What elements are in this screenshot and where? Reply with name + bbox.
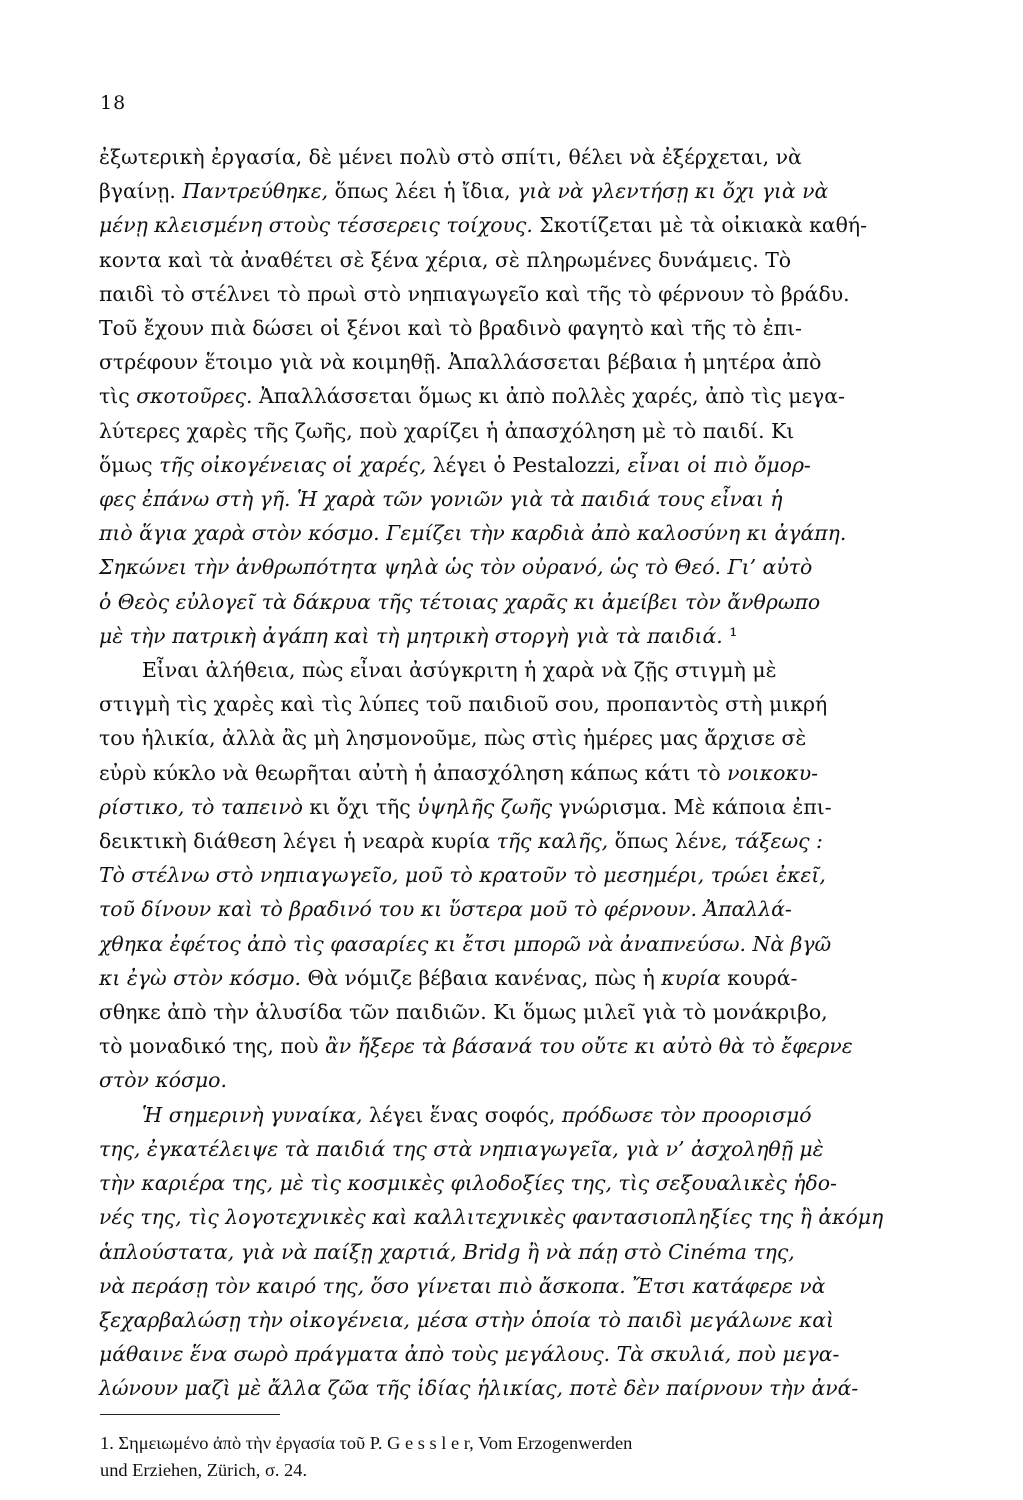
text-line xyxy=(99,653,944,687)
text-line xyxy=(99,208,944,242)
text-segment: μάθαινε ἕνα σωρὸ πράγματα ἀπὸ τοὺς μεγάλους. Τὰ σκυλιά, ποὺ μεγα- xyxy=(99,1342,840,1367)
text-segment: ὅμως xyxy=(99,452,160,477)
text-line xyxy=(99,174,944,208)
text-segment: ἐξωτερικὴ ἐργασία, δὲ μένει πολὺ στὸ σπίτι, θέλει νὰ ἐξέρχεται, νὰ xyxy=(99,145,802,169)
text-segment: γνώρισμα. Μὲ κάποια ἐπι- xyxy=(552,794,832,819)
body-text xyxy=(99,140,944,1406)
text-line xyxy=(99,345,944,379)
text-segment: νὰ περάσῃ τὸν καιρό της, ὅσο γίνεται πιὸ ἄσκοπα. Ἔτσι κατάφερε νὰ xyxy=(99,1273,826,1298)
text-segment: τάξεως : xyxy=(734,829,823,854)
text-line xyxy=(99,585,944,619)
text-line xyxy=(99,1098,944,1132)
text-segment: ὁ Θεὸς εὐλογεῖ τὰ δάκρυα τῆς τέτοιας χαρᾶς κι ἀμείβει τὸν ἄνθρωπο xyxy=(99,589,821,614)
text-segment: Παντρεύθηκε, xyxy=(182,179,329,204)
text-segment: δεικτικὴ διάθεση λέγει ἡ νεαρὰ κυρία xyxy=(99,829,497,854)
text-segment: τῆς οἰκογένειας οἱ χαρές, xyxy=(159,452,427,477)
text-segment: ἢ νὰ πάῃ στὸ xyxy=(520,1239,669,1264)
text-line xyxy=(99,379,944,413)
text-line xyxy=(99,243,944,277)
text-segment: ¹ xyxy=(722,623,738,648)
footnote-line: 1. Σημειωμένο ἀπὸ τὴν ἐργασία τοῦ P. G e s s l e r, Vom Erzogenwerden xyxy=(100,1433,633,1453)
text-segment: Ἡ σημερινὴ γυναίκα, xyxy=(142,1102,363,1127)
text-segment: νές της, τὶς λογοτεχνικὲς καὶ καλλιτεχνικὲς φαντασιοπληξίες της ἢ ἀκόμη xyxy=(99,1205,884,1230)
text-line xyxy=(99,858,944,892)
text-segment: Σηκώνει τὴν ἀνθρωπότητα ψηλὰ ὡς τὸν οὐρανό, ὡς τὸ Θεό. Γι’ αὐτὸ xyxy=(99,555,813,580)
text-segment: λέγει ἕνας σοφός, xyxy=(362,1102,562,1127)
text-segment: κοντα καὶ τὰ ἀναθέτει σὲ ξένα χέρια, σὲ πληρωμένες δυνάμεις. Τὸ xyxy=(99,247,792,272)
text-line xyxy=(99,1269,944,1303)
text-line xyxy=(99,414,944,448)
text-segment: Εἶναι ἀλήθεια, πὼς εἶναι ἀσύγκριτη ἡ χαρὰ νὰ ζῇς στιγμὴ μὲ xyxy=(142,658,777,683)
text-segment: του ἡλικία, ἀλλὰ ἂς μὴ λησμονοῦμε, πὼς στὶς ἡμέρες μας ἄρχισε σὲ xyxy=(99,726,807,751)
text-line xyxy=(99,721,944,755)
text-line xyxy=(99,995,944,1029)
text-segment: ὑψηλῆς ζωῆς xyxy=(417,794,553,819)
text-line xyxy=(99,1371,944,1405)
text-segment: κυρία xyxy=(661,965,721,990)
text-segment: Bridg xyxy=(463,1239,521,1264)
text-segment: μένῃ κλεισμένη στοὺς τέσσερεις τοίχους. xyxy=(99,213,533,238)
text-segment: Cinéma xyxy=(668,1239,747,1264)
text-segment: ὅπως λέει ἡ ἴδια, xyxy=(328,179,518,204)
text-line xyxy=(99,1337,944,1371)
text-line xyxy=(99,1132,944,1166)
text-segment: σκοτοῦρες. xyxy=(136,384,253,409)
text-segment: νοικοκυ- xyxy=(727,760,819,785)
text-line xyxy=(99,1166,944,1200)
text-segment: Σκοτίζεται μὲ τὰ οἰκιακὰ καθή- xyxy=(532,213,868,238)
text-segment: ἂν ἤξερε τὰ βάσανά του οὔτε κι αὐτὸ θὰ τὸ ἔφερνε xyxy=(324,1034,853,1059)
text-segment: Θὰ νόμιζε βέβαια κανένας, πὼς ἡ xyxy=(301,965,662,990)
text-segment: μὲ τὴν πατρικὴ ἀγάπη καὶ τὴ μητρικὴ στοργὴ γιὰ τὰ παιδιά. xyxy=(99,623,723,648)
text-line xyxy=(99,550,944,584)
text-segment: Ἀπαλλάσσεται ὅμως κι ἀπὸ πολλὲς χαρές, ἀπὸ τὶς μεγα- xyxy=(252,384,845,409)
text-segment: λέγει ὁ Pestalozzi, xyxy=(426,452,628,477)
text-segment: της, xyxy=(746,1239,795,1264)
text-segment: παιδὶ τὸ στέλνει τὸ πρωὶ στὸ νηπιαγωγεῖο καὶ τῆς τὸ φέρνουν τὸ βράδυ. xyxy=(99,281,850,306)
text-segment: σθηκε ἀπὸ τὴν ἁλυσίδα τῶν παιδιῶν. Κι ὅμως μιλεῖ γιὰ τὸ μονάκριβο, xyxy=(99,1000,828,1025)
text-line xyxy=(99,961,944,995)
text-segment: βγαίνῃ. xyxy=(99,179,183,204)
text-line xyxy=(99,448,944,482)
text-segment: τὶς xyxy=(99,384,137,409)
text-segment: ρίστικο, τὸ ταπεινὸ xyxy=(99,794,303,819)
page-number: 18 xyxy=(100,92,127,114)
text-segment: ὅπως λένε, xyxy=(608,829,735,854)
text-line xyxy=(99,482,944,516)
text-line xyxy=(99,311,944,345)
text-segment: τοῦ δίνουν καὶ τὸ βραδινό του κι ὕστερα μοῦ τὸ φέρνουν. Ἀπαλλά- xyxy=(99,897,792,922)
text-segment: ξεχαρβαλώσῃ τὴν οἰκογένεια, μέσα στὴν ὁποία τὸ παιδὶ μεγάλωνε καὶ xyxy=(99,1307,834,1332)
text-segment: τὴν καριέρα της, μὲ τὶς κοσμικὲς φιλοδοξίες της, τὶς σεξουαλικὲς ἡδο- xyxy=(99,1171,837,1196)
text-segment: πρόδωσε τὸν προορισμό xyxy=(561,1102,812,1127)
text-segment: στιγμὴ τὶς χαρὲς καὶ τὶς λύπες τοῦ παιδιοῦ σου, προπαντὸς στὴ μικρή xyxy=(99,692,828,717)
text-segment: στὸν κόσμο. xyxy=(99,1068,227,1093)
text-line xyxy=(99,140,944,174)
text-segment: τὸ μοναδικό της, ποὺ xyxy=(99,1034,325,1059)
text-segment: εἶναι οἱ πιὸ ὄμορ- xyxy=(627,452,811,477)
text-line xyxy=(99,687,944,721)
footnote xyxy=(100,1430,945,1484)
text-segment: τῆς καλῆς, xyxy=(496,829,609,854)
text-line xyxy=(99,756,944,790)
text-line xyxy=(99,1200,944,1234)
text-segment: λύτερες χαρὲς τῆς ζωῆς, ποὺ χαρίζει ἡ ἀπασχόληση μὲ τὸ παιδί. Κι xyxy=(99,418,795,443)
text-line xyxy=(99,516,944,550)
footnote-separator xyxy=(100,1414,280,1415)
footnote-line: und Erziehen, Zürich, σ. 24. xyxy=(100,1460,308,1480)
text-segment: γιὰ νὰ γλεντήσῃ κι ὄχι γιὰ νὰ xyxy=(517,179,829,204)
text-segment: φες ἐπάνω στὴ γῆ. Ἡ χαρὰ τῶν γονιῶν γιὰ τὰ παιδιά τους εἶναι ἡ xyxy=(99,487,783,512)
text-line xyxy=(99,790,944,824)
text-segment: χθηκα ἐφέτος ἀπὸ τὶς φασαρίες κι ἔτσι μπορῶ νὰ ἀναπνεύσω. Νὰ βγῶ xyxy=(99,931,832,956)
text-segment: κι ὄχι τῆς xyxy=(302,794,418,819)
text-line xyxy=(99,1303,944,1337)
text-segment: πιὸ ἅγια χαρὰ στὸν κόσμο. Γεμίζει τὴν καρδιὰ ἀπὸ καλοσύνη κι ἀγάπη. xyxy=(99,521,847,546)
text-segment: λώνουν μαζὶ μὲ ἄλλα ζῶα τῆς ἰδίας ἡλικίας, ποτὲ δὲν παίρνουν τὴν ἀνά- xyxy=(99,1376,859,1401)
text-segment: ἁπλούστατα, γιὰ νὰ παίξῃ χαρτιά, xyxy=(99,1239,464,1264)
text-segment: στρέφουν ἕτοιμο γιὰ νὰ κοιμηθῇ. Ἀπαλλάσσεται βέβαια ἡ μητέρα ἀπὸ xyxy=(99,350,822,375)
text-segment: κουρά- xyxy=(720,965,798,990)
text-line xyxy=(99,927,944,961)
text-segment: εὐρὺ κύκλο νὰ θεωρῆται αὐτὴ ἡ ἀπασχόληση κάπως κάτι τὸ xyxy=(99,760,728,785)
text-segment: Τοῦ ἔχουν πιὰ δώσει οἱ ξένοι καὶ τὸ βραδινὸ φαγητὸ καὶ τῆς τὸ ἐπι- xyxy=(99,316,802,341)
text-line xyxy=(99,277,944,311)
text-line xyxy=(99,1029,944,1063)
text-line xyxy=(99,619,944,653)
text-line xyxy=(99,824,944,858)
text-line xyxy=(99,892,944,926)
text-segment: κι ἐγὼ στὸν κόσμο. xyxy=(99,965,302,990)
text-segment: της, ἐγκατέλειψε τὰ παιδιά της στὰ νηπιαγωγεῖα, γιὰ ν’ ἀσχοληθῇ μὲ xyxy=(99,1136,824,1161)
text-line xyxy=(99,1235,944,1269)
text-segment: Τὸ στέλνω στὸ νηπιαγωγεῖο, μοῦ τὸ κρατοῦν τὸ μεσημέρι, τρώει ἐκεῖ, xyxy=(99,863,826,888)
text-line xyxy=(99,1063,944,1097)
